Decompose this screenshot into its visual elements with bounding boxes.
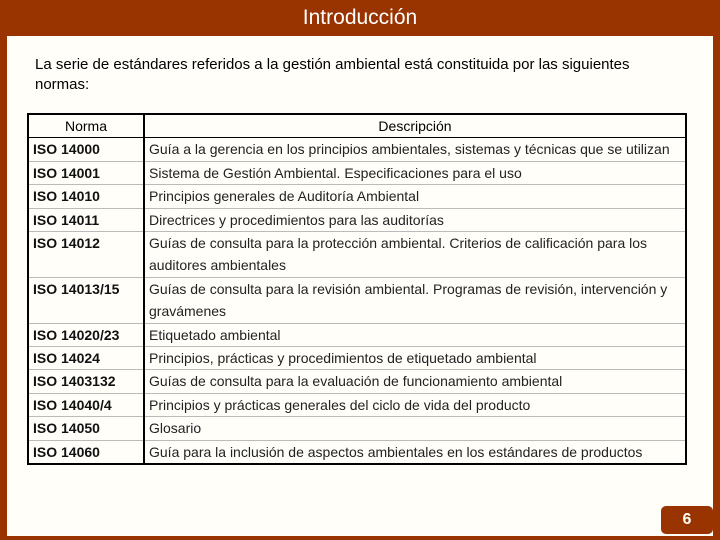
header-norma: Norma (28, 114, 144, 138)
description-cell: Etiquetado ambiental (144, 323, 686, 346)
norma-cell: ISO 1403132 (28, 370, 144, 393)
norma-cell: ISO 14024 (28, 347, 144, 370)
table-row (28, 161, 686, 184)
description-cell: Guías de consulta para la evaluación de funcionamiento ambiental (144, 370, 686, 393)
page-number: 6 (661, 506, 713, 534)
table-row (28, 347, 686, 370)
norma-cell: ISO 14010 (28, 185, 144, 208)
norma-cell: ISO 14013/15 (28, 277, 144, 323)
norma-cell: ISO 14020/23 (28, 323, 144, 346)
table-row (28, 323, 686, 346)
norma-cell: ISO 14060 (28, 440, 144, 464)
slide-content (7, 36, 713, 536)
description-cell: Guías de consulta para la protección ambiental. Criterios de calificación para los auditores ambientales (144, 232, 686, 278)
table-row (28, 185, 686, 208)
intro-text: La serie de estándares referidos a la gestión ambiental está constituida por las siguientes normas: (35, 56, 630, 93)
description-cell: Sistema de Gestión Ambiental. Especificaciones para el uso (144, 161, 686, 184)
header-descripcion: Descripción (144, 114, 686, 138)
description-cell: Guías de consulta para la revisión ambiental. Programas de revisión, intervención y gravámenes (144, 277, 686, 323)
description-cell: Guía para la inclusión de aspectos ambientales en los estándares de productos (144, 440, 686, 464)
description-cell: Guía a la gerencia en los principios ambientales, sistemas y técnicas que se utilizan (144, 138, 686, 161)
table-row (28, 138, 686, 161)
norma-cell: ISO 14050 (28, 417, 144, 440)
norma-cell: ISO 14040/4 (28, 393, 144, 416)
table-row (28, 440, 686, 464)
table-row (28, 232, 686, 278)
description-cell: Glosario (144, 417, 686, 440)
table-row (28, 370, 686, 393)
table-row (28, 393, 686, 416)
norma-cell: ISO 14012 (28, 232, 144, 278)
norma-cell: ISO 14001 (28, 161, 144, 184)
norma-cell: ISO 14011 (28, 208, 144, 231)
slide-title: Introducción (302, 6, 418, 29)
table-row (28, 277, 686, 323)
norma-cell: ISO 14000 (28, 138, 144, 161)
description-cell: Principios generales de Auditoría Ambiental (144, 185, 686, 208)
table-header-row (28, 114, 686, 138)
description-cell: Principios y prácticas generales del ciclo de vida del producto (144, 393, 686, 416)
description-cell: Principios, prácticas y procedimientos de etiquetado ambiental (144, 347, 686, 370)
table-row (28, 208, 686, 231)
table-row (28, 417, 686, 440)
description-cell: Directrices y procedimientos para las auditorías (144, 208, 686, 231)
standards-table (27, 113, 687, 465)
